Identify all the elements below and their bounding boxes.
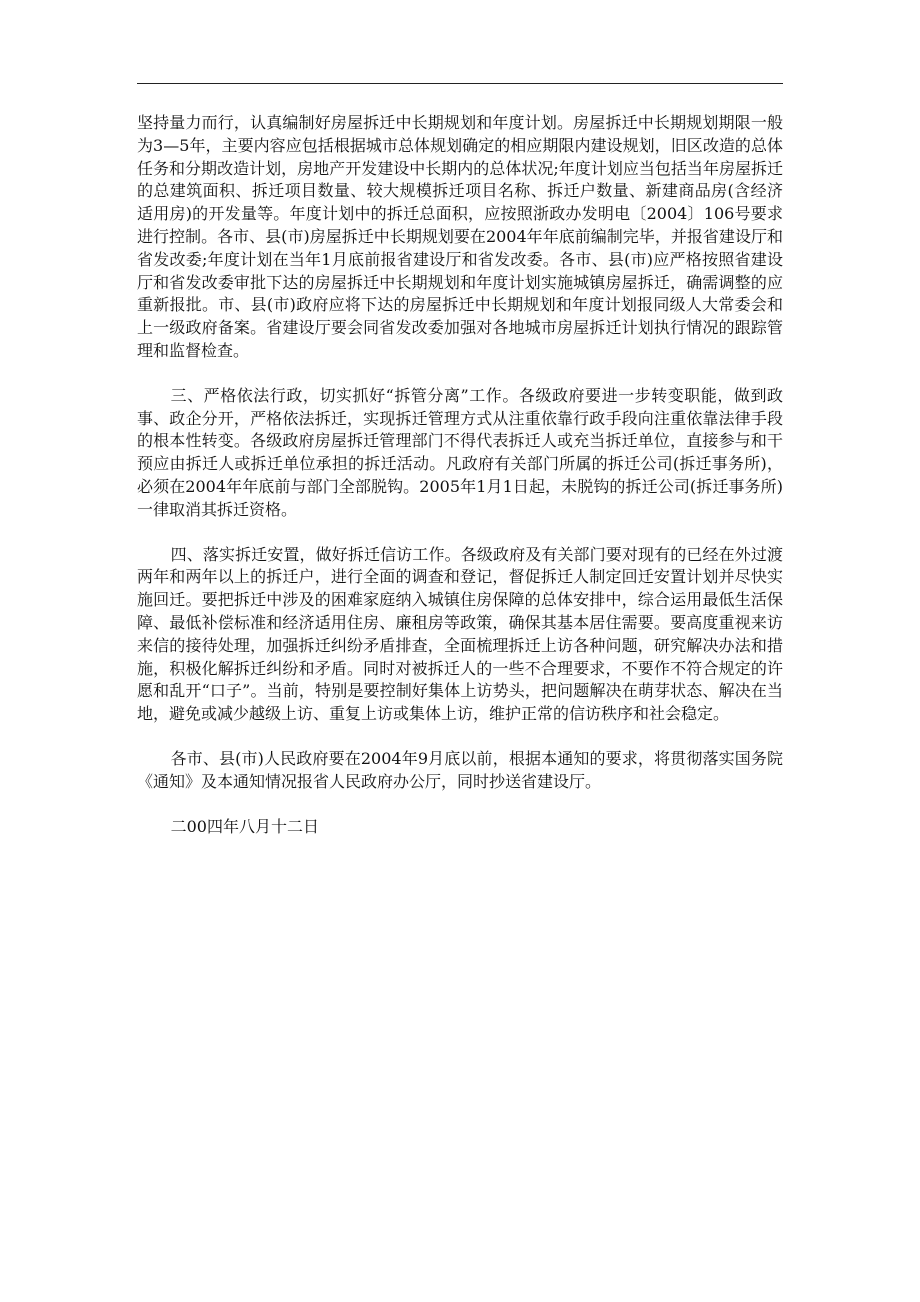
header-rule: [137, 83, 783, 84]
paragraph-section-four: 四、落实拆迁安置，做好拆迁信访工作。各级政府及有关部门要对现有的已经在外过渡两年和两年以上的拆迁户，进行全面的调查和登记，督促拆迁人制定回迁安置计划并尽快实施回迁。要把拆迁中涉及的困难家庭纳入城镇住房保障的总体安排中，综合运用最低生活保障、最低补偿标准和经济适用住房、廉租房等政策，确保其基本居住需要。要高度重视来访来信的接待处理，加强拆迁纠纷矛盾排查，全面梳理拆迁上访各种问题，研究解决办法和措施，积极化解拆迁纠纷和矛盾。同时对被拆迁人的一些不合理要求，不要作不符合规定的许愿和乱开“口子”。当前，特别是要控制好集体上访势头，把问题解决在萌芽状态、解决在当地，避免或减少越级上访、重复上访或集体上访，维护正常的信访秩序和社会稳定。: [137, 544, 783, 724]
paragraph-planning: 坚持量力而行，认真编制好房屋拆迁中长期规划和年度计划。房屋拆迁中长期规划期限一般为3—5年，主要内容应包括根据城市总体规划确定的相应期限内建设规划，旧区改造的总体任务和分期改造计划，房地产开发建设中长期内的总体状况;年度计划应当包括当年房屋拆迁的总建筑面积、拆迁项目数量、较大规模拆迁项目名称、拆迁户数量、新建商品房(含经济适用房)的开发量等。年度计划中的拆迁总面积，应按照浙政办发明电〔2004〕106号要求进行控制。各市、县(市)房屋拆迁中长期规划要在2004年年底前编制完毕，并报省建设厅和省发改委;年度计划在当年1月底前报省建设厅和省发改委。各市、县(市)应严格按照省建设厅和省发改委审批下达的房屋拆迁中长期规划和年度计划实施城镇房屋拆迁，确需调整的应重新报批。市、县(市)政府应将下达的房屋拆迁中长期规划和年度计划报同级人大常委会和上一级政府备案。省建设厅要会同省发改委加强对各地城市房屋拆迁计划执行情况的跟踪管理和监督检查。: [137, 113, 783, 360]
paragraph-section-three: 三、严格依法行政，切实抓好“拆管分离”工作。各级政府要进一步转变职能，做到政事、政企分开，严格依法拆迁，实现拆迁管理方式从注重依靠行政手段向注重依靠法律手段的根本性转变。各级政府房屋拆迁管理部门不得代表拆迁人或充当拆迁单位，直接参与和干预应由拆迁人或拆迁单位承担的拆迁活动。凡政府有关部门所属的拆迁公司(拆迁事务所)，必须在2004年年底前与部门全部脱钩。2005年1月1日起，未脱钩的拆迁公司(拆迁事务所)一律取消其拆迁资格。: [137, 385, 783, 519]
document-body: [137, 112, 783, 838]
paragraph-closing: 各市、县(市)人民政府要在2004年9月底以前，根据本通知的要求，将贯彻落实国务院《通知》及本通知情况报省人民政府办公厅，同时抄送省建设厅。: [137, 748, 783, 791]
document-date: 二00四年八月十二日: [170, 816, 319, 836]
